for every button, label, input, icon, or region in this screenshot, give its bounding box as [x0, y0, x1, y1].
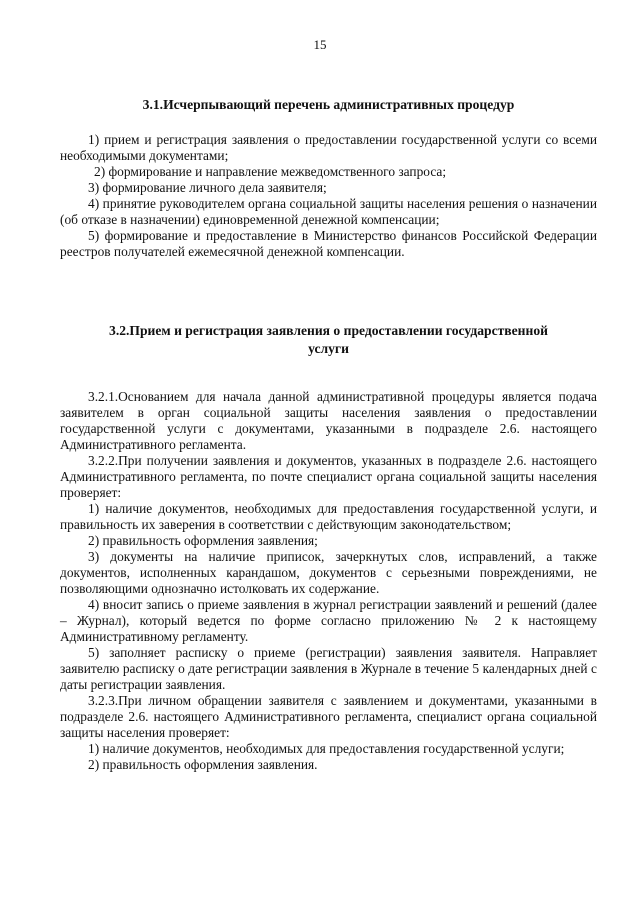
paragraph: 1) наличие документов, необходимых для предоставления государственной услуги, и правильность их заверения в соответствии с действующим законодательством;: [60, 501, 597, 532]
paragraph: 3) документы на наличие приписок, зачеркнутых слов, исправлений, а также документов, исполненных карандашом, документов с серьезными повреждениями, не позволяющими однозначно истолковать их содержание.: [60, 549, 597, 596]
paragraph: 4) вносит запись о приеме заявления в журнал регистрации заявлений и решений (далее – Журнал), который ведется по форме согласно приложению № 2 к настоящему Административному регламенту.: [60, 597, 597, 644]
section-heading-3-1: 3.1.Исчерпывающий перечень административных процедур: [142, 97, 515, 112]
paragraph: 1) наличие документов, необходимых для предоставления государственной услуги;: [88, 741, 565, 756]
paragraph: 3.2.3.При личном обращении заявителя с заявлением и документами, указанными в подразделе 2.6. настоящего Административного регламента, специалист органа социальной защиты населения проверяет:: [60, 693, 597, 740]
section-heading-3-2-line1: 3.2.Прием и регистрация заявления о предоставлении государственной: [109, 323, 548, 338]
list-item: 3) формирование личного дела заявителя;: [88, 180, 327, 195]
page-number: 15: [313, 37, 327, 52]
list-item: 1) прием и регистрация заявления о предоставлении государственной услуги со всеми необходимыми документами;: [60, 132, 597, 163]
paragraph: 2) правильность оформления заявления.: [88, 757, 318, 772]
paragraph: 3.2.1.Основанием для начала данной административной процедуры является подача заявителем в орган социальной защиты населения заявления о предоставлении государственной услуги с документами, указанными в подразделе 2.6. настоящего Административного регламента.: [60, 389, 597, 452]
list-item: 5) формирование и предоставление в Министерство финансов Российской Федерации реестров получателей ежемесячной денежной компенсации.: [60, 228, 597, 259]
section-heading-3-2-line2: услуги: [308, 341, 349, 356]
paragraph: 2) правильность оформления заявления;: [88, 533, 318, 548]
list-item: 2) формирование и направление межведомственного запроса;: [94, 164, 447, 179]
paragraph: 5) заполняет расписку о приеме (регистрации) заявления заявителя. Направляет заявителю расписку о дате регистрации заявления в Журнале в течение 5 календарных дней с даты регистрации заявления.: [60, 645, 597, 692]
section-3-1-list: [60, 132, 597, 260]
paragraph: 3.2.2.При получении заявления и документов, указанных в подразделе 2.6. настоящего Административного регламента, по почте специалист органа социальной защиты населения проверяет:: [60, 453, 597, 500]
section-3-2-body: [60, 389, 597, 773]
list-item: 4) принятие руководителем органа социальной защиты населения решения о назначении (об отказе в назначении) единовременной денежной компенсации;: [60, 196, 597, 227]
